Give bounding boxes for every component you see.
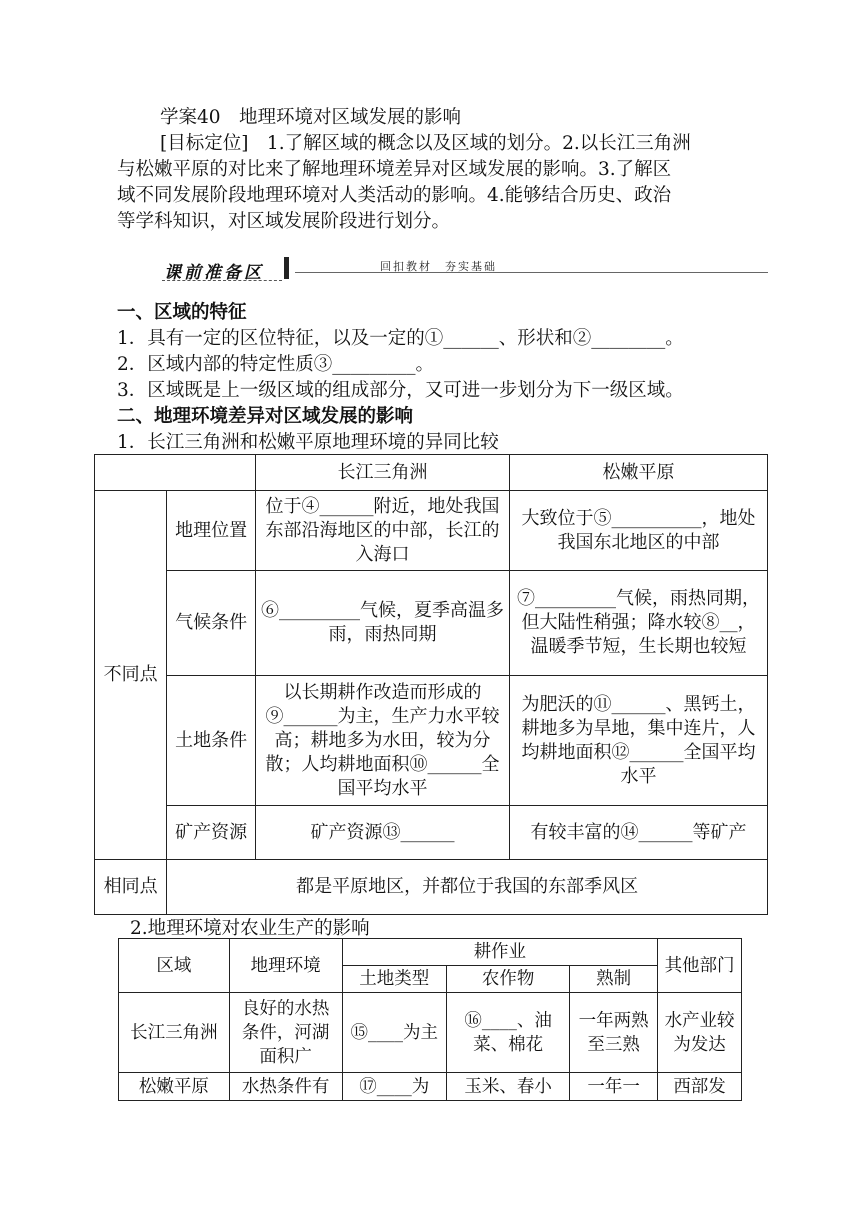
banner-subtitle: 回扣教材 夯实基础: [380, 260, 497, 273]
t1-cell-yangtze: 位于④______附近，地处我国东部沿海地区的中部，长江的入海口: [256, 491, 510, 571]
section-banner: [160, 255, 768, 285]
banner-bar: [284, 257, 289, 279]
section1-heading: 一、区域的特征: [117, 302, 247, 323]
banner-rule: [295, 272, 768, 273]
t2-cell-crops: ⑯____、油菜、棉花: [447, 993, 570, 1073]
t2-h-farming: 耕作业: [342, 939, 658, 966]
section1-item-1: 1．具有一定的区位特征，以及一定的①______、形状和②________。: [117, 328, 684, 349]
section2-heading: 二、地理环境差异对区域发展的影响: [117, 406, 414, 427]
t2-h-other: 其他部门: [658, 939, 742, 993]
section3-heading: 2.地理环境对农业生产的影响: [130, 918, 370, 939]
t2-cell-env: 良好的水热条件，河湖面积广: [229, 993, 342, 1073]
t2-h-env: 地理环境: [229, 939, 342, 993]
t2-h-region: 区域: [119, 939, 230, 993]
t2-h-land: 土地类型: [342, 966, 447, 993]
t1-cell-songnen: 有较丰富的⑭______等矿产: [510, 806, 768, 860]
comparison-table: [94, 454, 768, 915]
t1-row-label: 矿产资源: [167, 806, 256, 860]
t2-cell-cropping: 一年两熟至三熟: [570, 993, 658, 1073]
section2-item-1: 1．长江三角洲和松嫩平原地理环境的异同比较: [117, 432, 499, 453]
t1-same-text: 都是平原地区，并都位于我国的东部季风区: [167, 860, 768, 915]
objective-line-2: 与松嫩平原的对比来了解地理环境差异对区域发展的影响。3.了解区: [117, 159, 672, 180]
t1-same-label: 相同点: [95, 860, 167, 915]
t2-h-cropping: 熟制: [570, 966, 658, 993]
t1-row-label: 土地条件: [167, 676, 256, 806]
t2-cell-land: ⑰____为: [342, 1073, 447, 1101]
t2-cell-cropping: 一年一: [570, 1073, 658, 1101]
objective-line-1: [目标定位] 1.了解区域的概念以及区域的划分。2.以长江三角洲: [160, 133, 691, 154]
t2-cell-region: 松嫩平原: [119, 1073, 230, 1101]
t1-cell-songnen: 大致位于⑤__________，地处我国东北地区的中部: [510, 491, 768, 571]
t2-cell-crops: 玉米、春小: [447, 1073, 570, 1101]
t1-col-songnen: 松嫩平原: [510, 455, 768, 491]
t1-col-yangtze: 长江三角洲: [256, 455, 510, 491]
t1-row-label: 气候条件: [167, 571, 256, 676]
t1-cell-yangtze: 矿产资源⑬______: [256, 806, 510, 860]
page-title: 学案40 地理环境对区域发展的影响: [160, 107, 462, 128]
t2-h-crops: 农作物: [447, 966, 570, 993]
t2-cell-region: 长江三角洲: [119, 993, 230, 1073]
banner-dash-line: [162, 280, 282, 281]
objective-line-3: 域不同发展阶段地理环境对人类活动的影响。4.能够结合历史、政治: [117, 185, 672, 206]
t2-cell-env: 水热条件有: [229, 1073, 342, 1101]
objective-line-4: 等学科知识，对区域发展阶段进行划分。: [117, 211, 451, 232]
agriculture-table: [118, 938, 742, 1101]
t1-cell-yangtze: ⑥_________气候，夏季高温多雨，雨热同期: [256, 571, 510, 676]
t2-cell-other: 西部发: [658, 1073, 742, 1101]
t1-cell-songnen: 为肥沃的⑪______、黑钙土，耕地多为旱地，集中连片，人均耕地面积⑫______全国平均水平: [510, 676, 768, 806]
t1-corner: [95, 455, 256, 491]
section1-item-3: 3．区域既是上一级区域的组成部分，又可进一步划分为下一级区域。: [117, 380, 684, 401]
t1-cell-songnen: ⑦_________气候，雨热同期，但大陆性稍强；降水较⑧__，温暖季节短，生长期也较短: [510, 571, 768, 676]
section1-item-2: 2．区域内部的特定性质③_________。: [117, 354, 435, 375]
t2-cell-other: 水产业较为发达: [658, 993, 742, 1073]
t1-cell-yangtze: 以长期耕作改造而形成的⑨______为主，生产力水平较高；耕地多为水田，较为分散；人均耕地面积⑩______全国平均水平: [256, 676, 510, 806]
banner-title: 课前准备区: [164, 263, 264, 283]
t2-cell-land: ⑮____为主: [342, 993, 447, 1073]
t1-diff-label: 不同点: [95, 491, 167, 860]
t1-row-label: 地理位置: [167, 491, 256, 571]
